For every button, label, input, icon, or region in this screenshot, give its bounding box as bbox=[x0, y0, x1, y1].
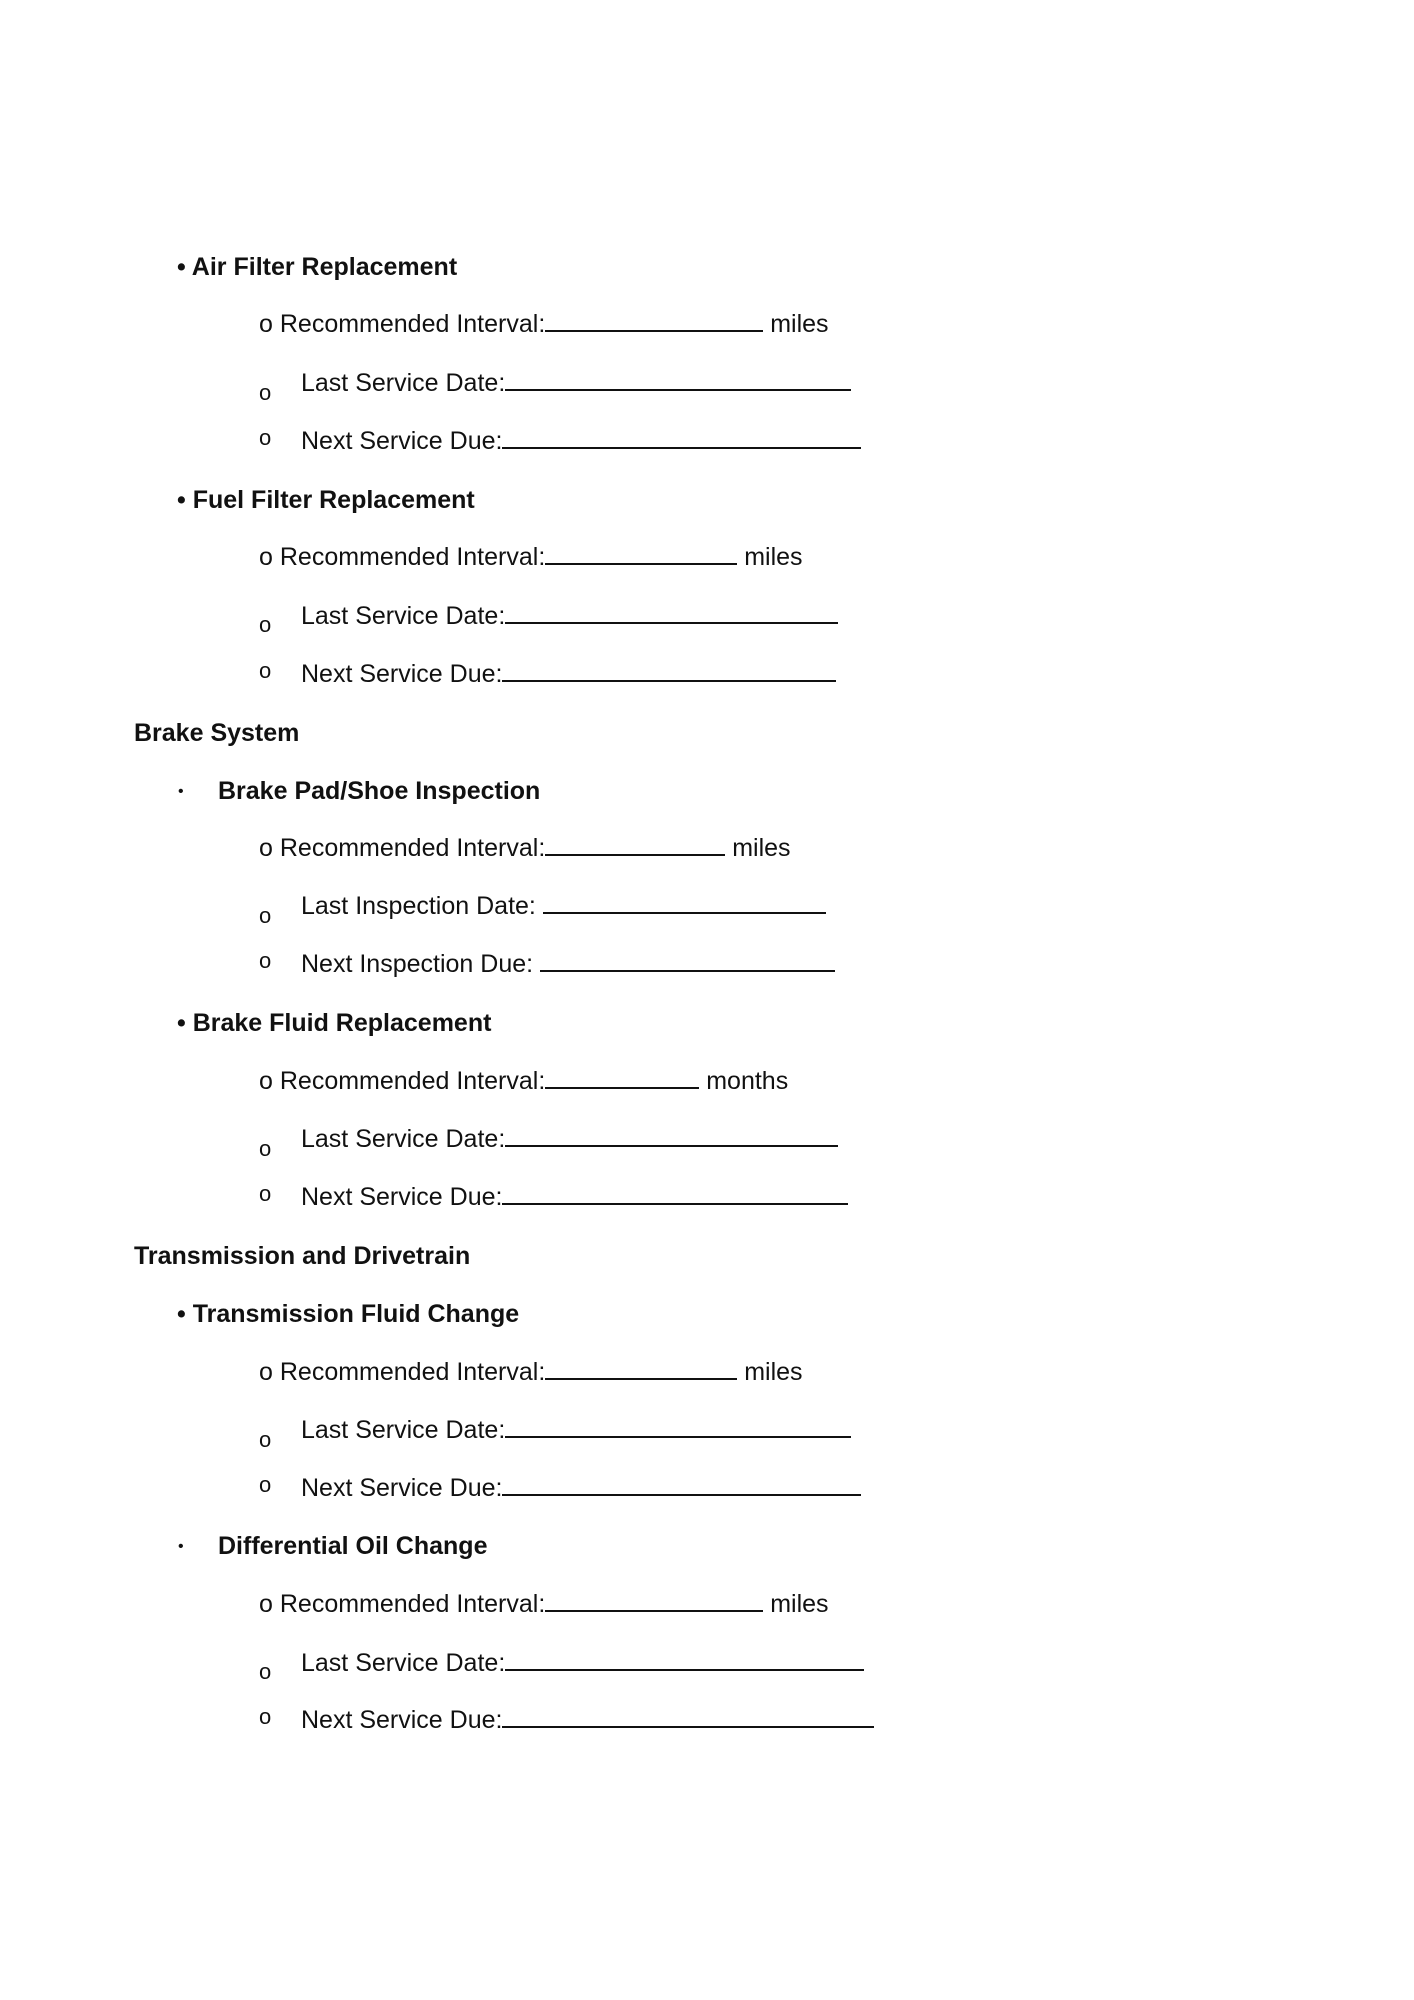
interval-blank[interactable] bbox=[545, 562, 737, 565]
last-service-blank[interactable] bbox=[505, 1668, 864, 1671]
interval-label: Recommended Interval: bbox=[279, 543, 546, 571]
open-bullet: o bbox=[259, 1590, 273, 1618]
last-service-label: Last Service Date: bbox=[301, 602, 506, 630]
last-service-blank[interactable] bbox=[505, 388, 851, 391]
open-bullet: o bbox=[259, 1067, 273, 1095]
open-bullet: o bbox=[259, 1181, 272, 1206]
last-inspection-blank[interactable] bbox=[543, 911, 826, 914]
bullet-marker: • bbox=[177, 486, 186, 514]
bullet-marker: • bbox=[177, 253, 186, 281]
item-title: Air Filter Replacement bbox=[191, 253, 458, 281]
interval-unit: miles bbox=[744, 543, 803, 571]
interval-label: Recommended Interval: bbox=[279, 310, 546, 338]
next-service-line-differential-oil bbox=[301, 1708, 874, 1733]
section-heading-transmission: Transmission and Drivetrain bbox=[134, 1242, 471, 1270]
interval-blank[interactable] bbox=[545, 1377, 737, 1380]
next-service-line-transmission-fluid bbox=[301, 1476, 861, 1501]
open-bullet: o bbox=[259, 425, 272, 450]
last-inspection-line-brake-pad bbox=[301, 894, 826, 919]
interval-unit: miles bbox=[732, 834, 791, 862]
open-bullet: o bbox=[259, 903, 272, 928]
next-service-line-fuel-filter bbox=[301, 662, 836, 687]
last-service-label: Last Service Date: bbox=[301, 1416, 506, 1444]
interval-line-transmission-fluid bbox=[259, 1360, 803, 1385]
item-title: Brake Fluid Replacement bbox=[192, 1009, 492, 1037]
last-service-label: Last Service Date: bbox=[301, 1125, 506, 1153]
open-bullet: o bbox=[259, 1704, 272, 1729]
bullet-marker: • bbox=[178, 783, 184, 800]
open-bullet: o bbox=[259, 310, 273, 338]
next-service-blank[interactable] bbox=[502, 1725, 874, 1728]
interval-unit: miles bbox=[770, 310, 829, 338]
next-inspection-line-brake-pad bbox=[301, 952, 835, 977]
interval-line-air-filter bbox=[259, 312, 829, 337]
next-service-label: Next Service Due: bbox=[301, 1474, 503, 1502]
item-title: Transmission Fluid Change bbox=[192, 1300, 520, 1328]
item-heading-brake-fluid bbox=[177, 1011, 491, 1036]
open-bullet: o bbox=[259, 1659, 272, 1684]
last-service-label: Last Service Date: bbox=[301, 369, 506, 397]
item-heading-differential-oil: Differential Oil Change bbox=[218, 1532, 488, 1560]
next-inspection-blank[interactable] bbox=[540, 969, 835, 972]
next-service-label: Next Service Due: bbox=[301, 660, 503, 688]
open-bullet: o bbox=[259, 1358, 273, 1386]
next-service-line-brake-fluid bbox=[301, 1185, 848, 1210]
next-inspection-label: Next Inspection Due: bbox=[301, 950, 534, 978]
last-service-line-transmission-fluid bbox=[301, 1418, 851, 1443]
last-service-line-brake-fluid bbox=[301, 1127, 838, 1152]
interval-line-brake-fluid bbox=[259, 1069, 788, 1094]
last-service-blank[interactable] bbox=[505, 1435, 851, 1438]
bullet-marker: • bbox=[177, 1300, 186, 1328]
interval-label: Recommended Interval: bbox=[279, 1358, 546, 1386]
interval-unit: months bbox=[706, 1067, 789, 1095]
last-service-label: Last Service Date: bbox=[301, 1649, 506, 1677]
last-service-line-air-filter bbox=[301, 371, 851, 396]
last-service-blank[interactable] bbox=[505, 621, 838, 624]
next-service-blank[interactable] bbox=[502, 1202, 848, 1205]
open-bullet: o bbox=[259, 1472, 272, 1497]
interval-line-brake-pad bbox=[259, 836, 791, 861]
next-service-blank[interactable] bbox=[502, 1493, 861, 1496]
interval-unit: miles bbox=[744, 1358, 803, 1386]
next-service-line-air-filter bbox=[301, 429, 861, 454]
last-service-blank[interactable] bbox=[505, 1144, 838, 1147]
last-service-line-fuel-filter bbox=[301, 604, 838, 629]
item-heading-transmission-fluid bbox=[177, 1302, 519, 1327]
last-inspection-label: Last Inspection Date: bbox=[301, 892, 536, 920]
next-service-label: Next Service Due: bbox=[301, 427, 503, 455]
interval-blank[interactable] bbox=[545, 1609, 763, 1612]
interval-unit: miles bbox=[770, 1590, 829, 1618]
interval-label: Recommended Interval: bbox=[279, 1590, 546, 1618]
open-bullet: o bbox=[259, 1136, 272, 1161]
next-service-blank[interactable] bbox=[502, 446, 861, 449]
bullet-marker: • bbox=[177, 1009, 186, 1037]
next-service-label: Next Service Due: bbox=[301, 1183, 503, 1211]
open-bullet: o bbox=[259, 1427, 272, 1452]
interval-line-fuel-filter bbox=[259, 545, 803, 570]
interval-blank[interactable] bbox=[545, 1086, 699, 1089]
last-service-line-differential-oil bbox=[301, 1651, 864, 1676]
interval-label: Recommended Interval: bbox=[279, 1067, 546, 1095]
item-heading-brake-pad: Brake Pad/Shoe Inspection bbox=[218, 777, 541, 805]
open-bullet: o bbox=[259, 658, 272, 683]
interval-label: Recommended Interval: bbox=[279, 834, 546, 862]
interval-blank[interactable] bbox=[545, 329, 763, 332]
open-bullet: o bbox=[259, 380, 272, 405]
open-bullet: o bbox=[259, 543, 273, 571]
interval-line-differential-oil bbox=[259, 1592, 829, 1617]
item-title: Fuel Filter Replacement bbox=[192, 486, 475, 514]
item-heading-fuel-filter bbox=[177, 488, 475, 513]
interval-blank[interactable] bbox=[545, 853, 725, 856]
open-bullet: o bbox=[259, 948, 272, 973]
bullet-marker: • bbox=[178, 1538, 184, 1555]
section-heading-brake-system: Brake System bbox=[134, 719, 300, 747]
next-service-blank[interactable] bbox=[502, 679, 836, 682]
open-bullet: o bbox=[259, 612, 272, 637]
open-bullet: o bbox=[259, 834, 273, 862]
item-heading-air-filter bbox=[177, 255, 457, 280]
next-service-label: Next Service Due: bbox=[301, 1706, 503, 1734]
